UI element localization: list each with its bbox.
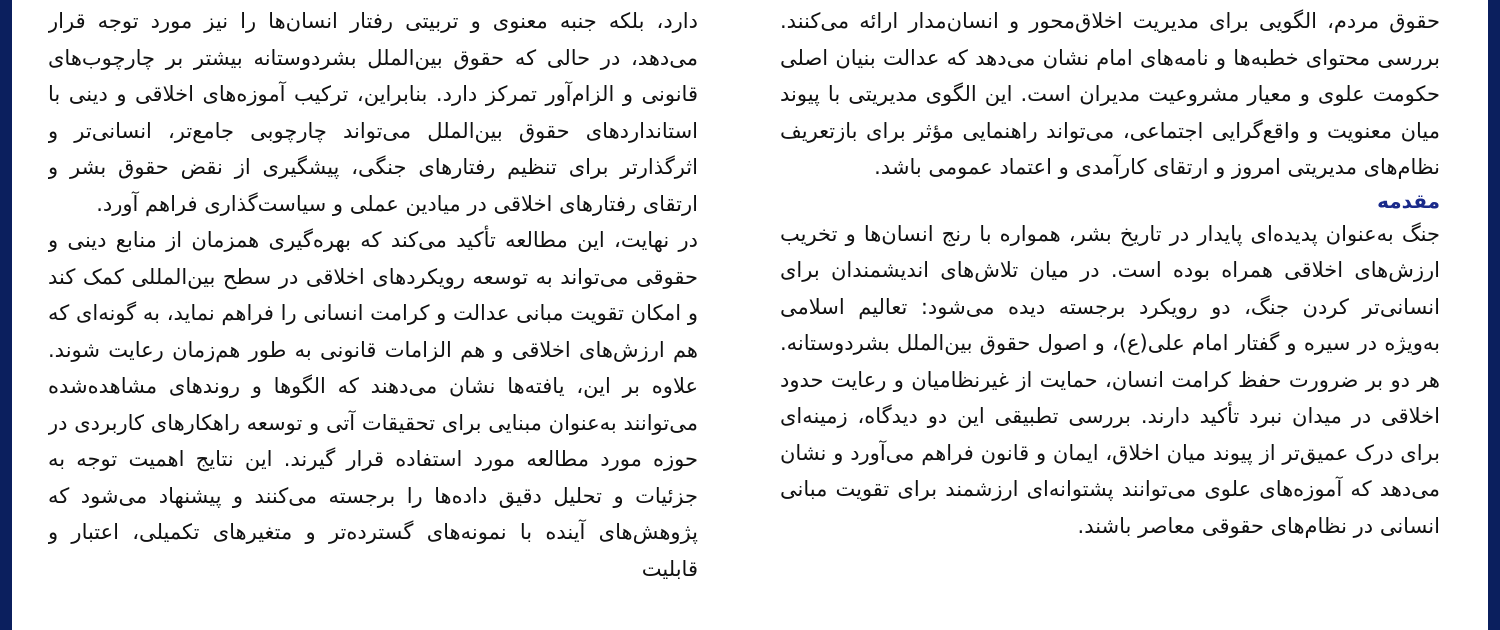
- right-body-paragraph: جنگ به‌عنوان پدیده‌ای پایدار در تاریخ بشر، همواره با رنج انسان‌ها و تخریب ارزش‌های اخلاقی همراه بوده است. در میان تلاش‌های اندیشمندان برای انسانی‌تر کردن جنگ، دو رویکرد برجسته دیده می‌شود: تعالیم اسلامی به‌ویژه در سیره و گفتار امام علی(ع)، و اصول حقوق بین‌الملل بشردوستانه. هر دو بر ضرورت حفظ کرامت انسان، حمایت از غیرنظامیان و رعایت حدود اخلاقی در میدان نبرد تأکید دارند. بررسی تطبیقی این دو دیدگاه، زمینه‌ای برای درک عمیق‌تر از پیوند میان اخلاق، ایمان و قانون فراهم می‌آورد و نشان می‌دهد که آموزه‌های علوی می‌توانند پشتوانه‌ای ارزشمند برای تقویت مبانی انسانی در نظام‌های حقوقی معاصر باشند.: [780, 221, 1440, 538]
- right-text-column: [780, 0, 1440, 630]
- left-text-column: [48, 0, 698, 630]
- section-heading-introduction: مقدمه: [1377, 188, 1440, 213]
- left-paragraph-1: دارد، بلکه جنبه معنوی و تربیتی رفتار انسان‌ها را نیز مورد توجه قرار می‌دهد، در حالی که حقوق بین‌الملل بشردوستانه بیشتر بر چارچوب‌های قانونی و الزام‌آور تمرکز دارد. بنابراین، ترکیب آموزه‌های اخلاقی و دینی با استانداردهای حقوق بین‌الملل می‌تواند چارچوبی جامع‌تر، انسانی‌تر و اثرگذارتر برای تنظیم رفتارهای جنگی، پیشگیری از نقض حقوق بشر و ارتقای رفتارهای اخلاقی در میادین عملی و سیاست‌گذاری فراهم آورد.: [48, 9, 698, 216]
- page-border-left: [0, 0, 12, 630]
- left-paragraph-2: در نهایت، این مطالعه تأکید می‌کند که بهره‌گیری همزمان از منابع دینی و حقوقی می‌تواند به توسعه رویکردهای اخلاقی در سطح بین‌المللی کمک کند و امکان تقویت مبانی عدالت و کرامت انسانی را فراهم نماید، به گونه‌ای که هم ارزش‌های اخلاقی و هم الزامات قانونی به طور هم‌زمان رعایت شوند. علاوه بر این، یافته‌ها نشان می‌دهند که الگوها و روندهای مشاهده‌شده می‌توانند به‌عنوان مبنایی برای تحقیقات آتی و توسعه راهکارهای کاربردی در حوزه مورد مطالعه مورد استفاده قرار گیرند. این نتایج اهمیت توجه به جزئیات و تحلیل دقیق داده‌ها را برجسته می‌کنند و پیشنهاد می‌شود که پژوهش‌های آینده با نمونه‌های گسترده‌تر و متغیرهای تکمیلی، اعتبار و قابلیت: [48, 228, 698, 581]
- page-border-right: [1488, 0, 1500, 630]
- right-intro-paragraph: حقوق مردم، الگویی برای مدیریت اخلاق‌محور و انسان‌مدار ارائه می‌کنند. بررسی محتوای خطبه‌ها و نامه‌های امام نشان می‌دهد که عدالت بنیان اصلی حکومت علوی و معیار مشروعیت مدیران است. این الگوی مدیریتی با پیوند میان معنویت و واقع‌گرایی اجتماعی، می‌تواند راهنمایی مؤثر برای بازتعریف نظام‌های مدیریتی امروز و ارتقای کارآمدی و اعتماد عمومی باشد.: [780, 9, 1440, 179]
